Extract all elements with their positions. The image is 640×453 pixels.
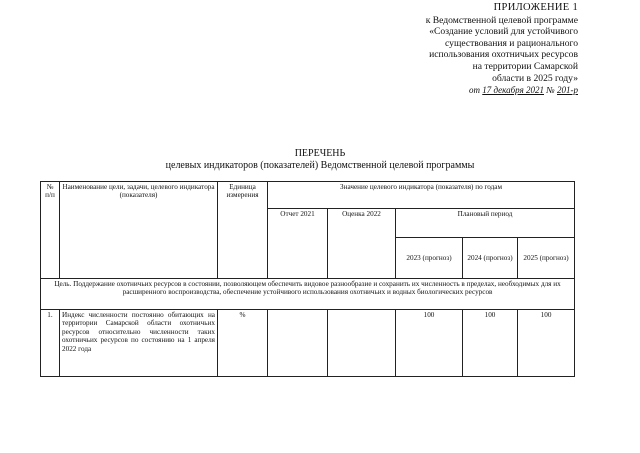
heading-subtitle: целевых индикаторов (показателей) Ведомственной целевой программы [165, 159, 475, 171]
order-date-number [368, 85, 578, 97]
appendix-line: к Ведомственной целевой программе [425, 14, 578, 26]
header-2024: 2024 (прогноз) [463, 238, 518, 279]
row-report-2021 [268, 310, 328, 377]
row-2023: 100 [396, 310, 463, 377]
row-num: 1. [41, 310, 60, 377]
header-name: Наименование цели, задачи, целевого индикатора (показателя) [60, 182, 218, 279]
appendix-block [368, 2, 578, 97]
date-prefix: от [469, 85, 481, 96]
number-prefix: № [546, 85, 555, 96]
header-planned-period: Плановый период [396, 209, 575, 238]
appendix-title: ПРИЛОЖЕНИЕ 1 [493, 2, 578, 13]
row-unit: % [218, 310, 268, 377]
row-indicator-name: Индекс численности постоянно обитающих на территории Самарской области охотничьих ресурсов относительно численности таких охотничьих ресурсов по состоянию на 1 апреля 2022 года [60, 310, 218, 377]
indicators-table [40, 181, 575, 377]
header-estimate-2022: Оценка 2022 [328, 209, 396, 279]
table-row [41, 310, 575, 377]
header-unit: Единица измерения [218, 182, 268, 279]
appendix-line: области в 2025 году» [492, 72, 578, 84]
row-2025: 100 [518, 310, 575, 377]
appendix-line: использования охотничьих ресурсов [429, 49, 578, 61]
goal-row: Цель. Поддержание охотничьих ресурсов в состоянии, позволяющем обеспечить видовое разнообразие и сохранить их численность в пределах, необходимых для их расширенного воспроизводства, обеспечение устойчивого использования охотничьих и водных биологических ресурсов [41, 279, 575, 310]
order-date: 17 декабря 2021 [482, 85, 544, 96]
heading-title: ПЕРЕЧЕНЬ [294, 148, 346, 159]
header-2025: 2025 (прогноз) [518, 238, 575, 279]
row-2024: 100 [463, 310, 518, 377]
row-estimate-2022 [328, 310, 396, 377]
header-2023: 2023 (прогноз) [396, 238, 463, 279]
appendix-line: на территории Самарской [472, 60, 578, 72]
order-number: 201-р [557, 85, 578, 96]
document-heading [0, 148, 640, 171]
header-values-group: Значение целевого индикатора (показателя) по годам [268, 182, 575, 209]
header-report-2021: Отчет 2021 [268, 209, 328, 279]
appendix-line: существования и рационального [445, 37, 578, 49]
appendix-line: «Создание условий для устойчивого [429, 26, 578, 38]
header-num: № п/п [41, 182, 60, 279]
